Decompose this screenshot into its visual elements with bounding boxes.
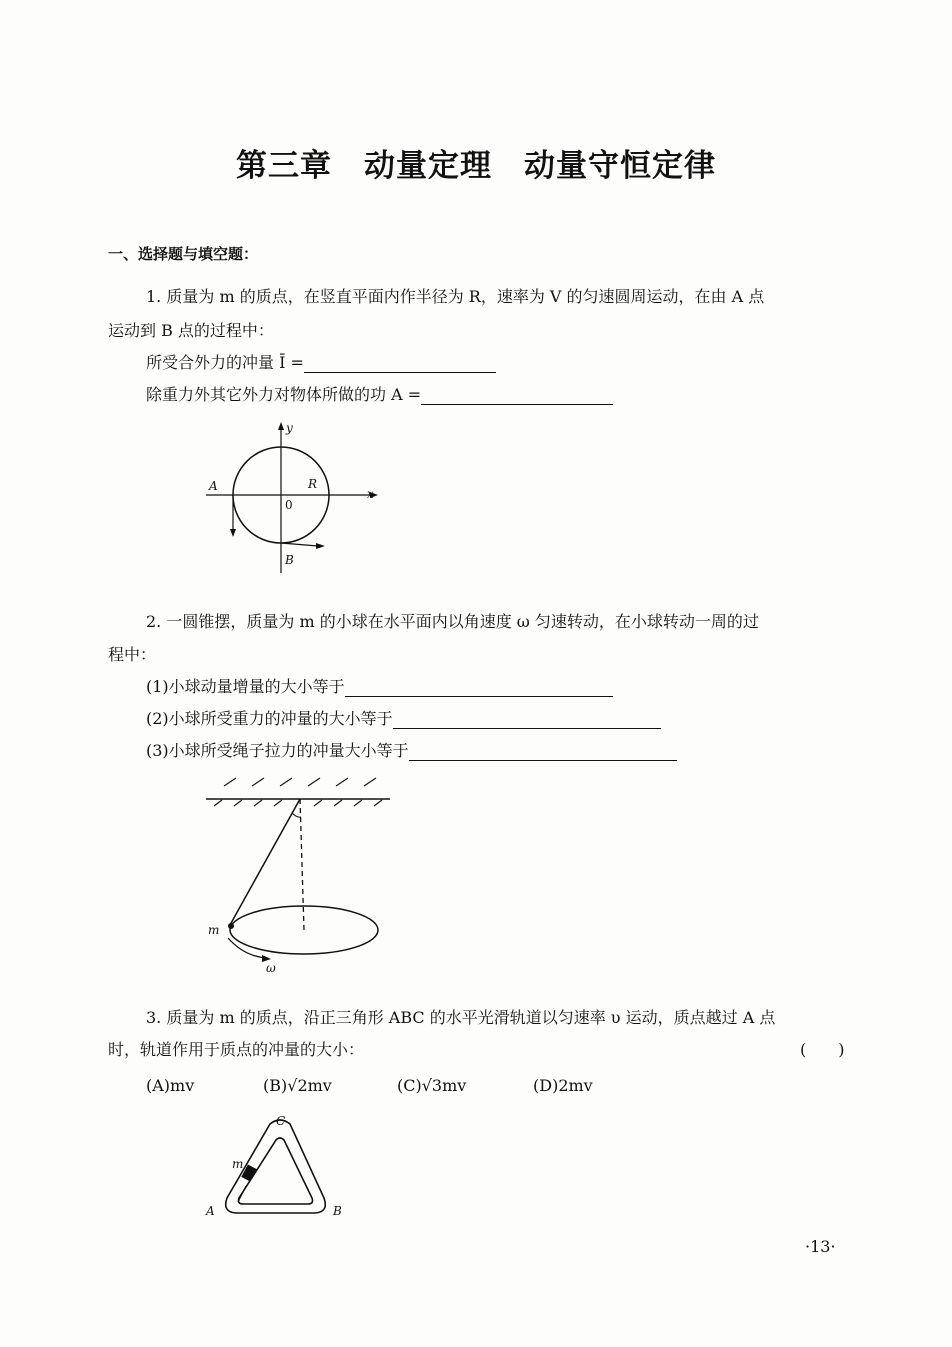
q3-option-c[interactable]: (C)√3mv — [397, 1076, 467, 1095]
y-axis-arrow-icon — [278, 422, 284, 430]
q3-stem-line2: 时，轨道作用于质点的冲量的大小： — [108, 1040, 365, 1059]
chapter-title: 第三章 动量定理 动量守恒定律 — [236, 148, 716, 184]
label-m: m — [232, 1157, 244, 1171]
q3-triangle-track-figure — [200, 1112, 360, 1222]
q1-stem-line1: 1. 质量为 m 的质点，在竖直平面内作半径为 R，速率为 V 的匀速圆周运动，在由 A 点 — [146, 287, 765, 306]
angle-arc — [292, 813, 301, 817]
q2-stem-line1: 2. 一圆锥摆，质量为 m 的小球在水平面内以角速度 ω 匀速转动，在小球转动一周的过 — [146, 612, 759, 631]
label-b: B — [333, 1204, 342, 1218]
q2-item1-row — [146, 677, 613, 697]
q3-option-a[interactable]: (A)mv — [146, 1076, 195, 1095]
velocity-b-arrow-icon — [316, 543, 325, 549]
q2-item2-label: (2)小球所受重力的冲量的大小等于 — [146, 709, 393, 728]
q2-blank1[interactable] — [345, 680, 613, 697]
q1-blank2[interactable] — [421, 388, 613, 405]
velocity-a-arrow-icon — [230, 529, 236, 537]
q2-item3-label: (3)小球所受绳子拉力的冲量大小等于 — [146, 741, 409, 760]
velocity-vector-b — [281, 543, 318, 546]
q1-circle-figure — [200, 418, 390, 578]
label-a: A — [209, 479, 218, 493]
q1-blank2-row — [146, 385, 613, 405]
q3-answer-bracket[interactable]: ( ) — [800, 1040, 845, 1059]
label-m: m — [208, 923, 220, 937]
label-omega: ω — [266, 961, 276, 975]
q3-option-b[interactable]: (B)√2mv — [263, 1076, 332, 1095]
q2-blank2[interactable] — [393, 712, 661, 729]
q2-item3-row — [146, 741, 677, 761]
ball-mass — [228, 923, 234, 929]
rotation-arc — [228, 938, 266, 958]
q2-blank3[interactable] — [409, 744, 677, 761]
q3-stem-line1: 3. 质量为 m 的质点，沿正三角形 ABC 的水平光滑轨道以匀速率 υ 运动，质点越过 A 点 — [146, 1008, 776, 1027]
q1-stem-line2: 运动到 B 点的过程中： — [108, 321, 274, 340]
label-origin: 0 — [285, 498, 293, 512]
section-heading: 一、选择题与填空题： — [108, 245, 259, 263]
q1-blank2-label: 除重力外其它外力对物体所做的功 A = — [146, 385, 422, 404]
label-c: C — [276, 1114, 286, 1128]
q2-conical-pendulum-figure — [200, 772, 400, 977]
q1-blank1[interactable] — [304, 356, 496, 373]
q1-blank1-row — [146, 353, 496, 373]
label-b: B — [285, 553, 294, 567]
mass-block — [241, 1164, 256, 1181]
vertical-axis-dashed — [300, 799, 304, 930]
q2-stem-line2: 程中： — [108, 645, 157, 664]
q3-option-d[interactable]: (D)2mv — [533, 1076, 593, 1095]
label-r: R — [308, 477, 318, 491]
q1-blank1-label: 所受合外力的冲量 Ī = — [146, 353, 304, 372]
label-y: y — [286, 421, 293, 435]
q2-item1-label: (1)小球动量增量的大小等于 — [146, 677, 345, 696]
q2-item2-row — [146, 709, 661, 729]
label-x: x — [367, 487, 374, 501]
label-a: A — [206, 1204, 215, 1218]
motion-marker — [238, 1186, 246, 1202]
page-number: ·13· — [805, 1237, 836, 1256]
